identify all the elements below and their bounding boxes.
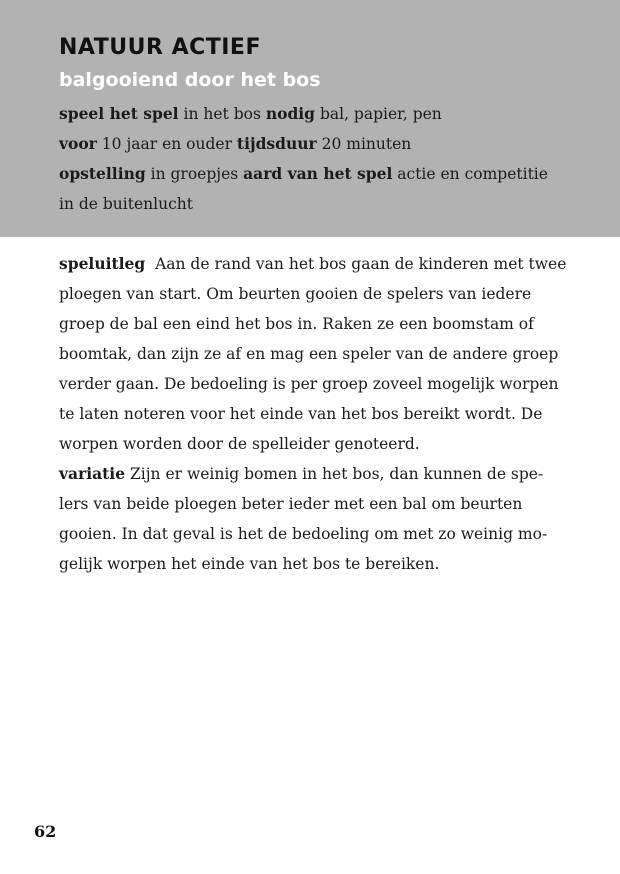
speluitleg-line [59, 249, 569, 279]
text-line: ploegen van start. Om beurten gooien de spelers van iedere [59, 285, 532, 303]
value-location: in het bos [183, 105, 261, 123]
text-line: boomtak, dan zijn ze af en mag een speler van de andere groep [59, 345, 559, 363]
game-description [59, 249, 569, 579]
label-aard-van-het-spel: aard van het spel [243, 164, 393, 183]
label-speel-het-spel: speel het spel [59, 104, 179, 123]
page-title: NATUUR ACTIEF [59, 35, 261, 60]
game-info [59, 99, 579, 219]
label-tijdsduur: tijdsduur [236, 134, 317, 153]
label-opstelling: opstelling [59, 164, 146, 183]
value-age: 10 jaar en ouder [101, 135, 232, 153]
text-line: gelijk worpen het einde van het bos te bereiken. [59, 555, 440, 573]
text-line: groep de bal een eind het bos in. Raken ze een boomstam of [59, 315, 534, 333]
text-line: worpen worden door de spelleider genoteerd. [59, 435, 420, 453]
info-row-play [59, 99, 579, 129]
text-line: Zijn er weinig bomen in het bos, dan kunnen de spe- [130, 465, 544, 483]
label-variatie: variatie [59, 464, 126, 483]
page-number: 62 [34, 822, 57, 841]
value-game-type-cont: in de buitenlucht [59, 195, 193, 213]
value-setup: in groepjes [150, 165, 239, 183]
page-subtitle: balgooiend door het bos [59, 69, 321, 91]
info-row-age [59, 129, 579, 159]
text-line: gooien. In dat geval is het de bedoeling om met zo weinig mo- [59, 525, 548, 543]
text-line: Aan de rand van het bos gaan de kinderen met twee [155, 255, 567, 273]
text-line: verder gaan. De bedoeling is per groep zoveel mogelijk worpen [59, 375, 559, 393]
info-row-setup [59, 159, 579, 189]
text-line: te laten noteren voor het einde van het bos bereikt wordt. De [59, 405, 543, 423]
header-panel [0, 0, 620, 237]
value-duration: 20 minuten [321, 135, 412, 153]
info-row-setup-cont [59, 189, 579, 219]
label-speluitleg: speluitleg [59, 254, 146, 273]
text-line: lers van beide ploegen beter ieder met een bal om beurten [59, 495, 523, 513]
value-game-type: actie en competitie [397, 165, 548, 183]
value-materials: bal, papier, pen [319, 105, 442, 123]
variatie-line [59, 459, 569, 489]
label-voor: voor [59, 134, 97, 153]
label-nodig: nodig [265, 104, 316, 123]
